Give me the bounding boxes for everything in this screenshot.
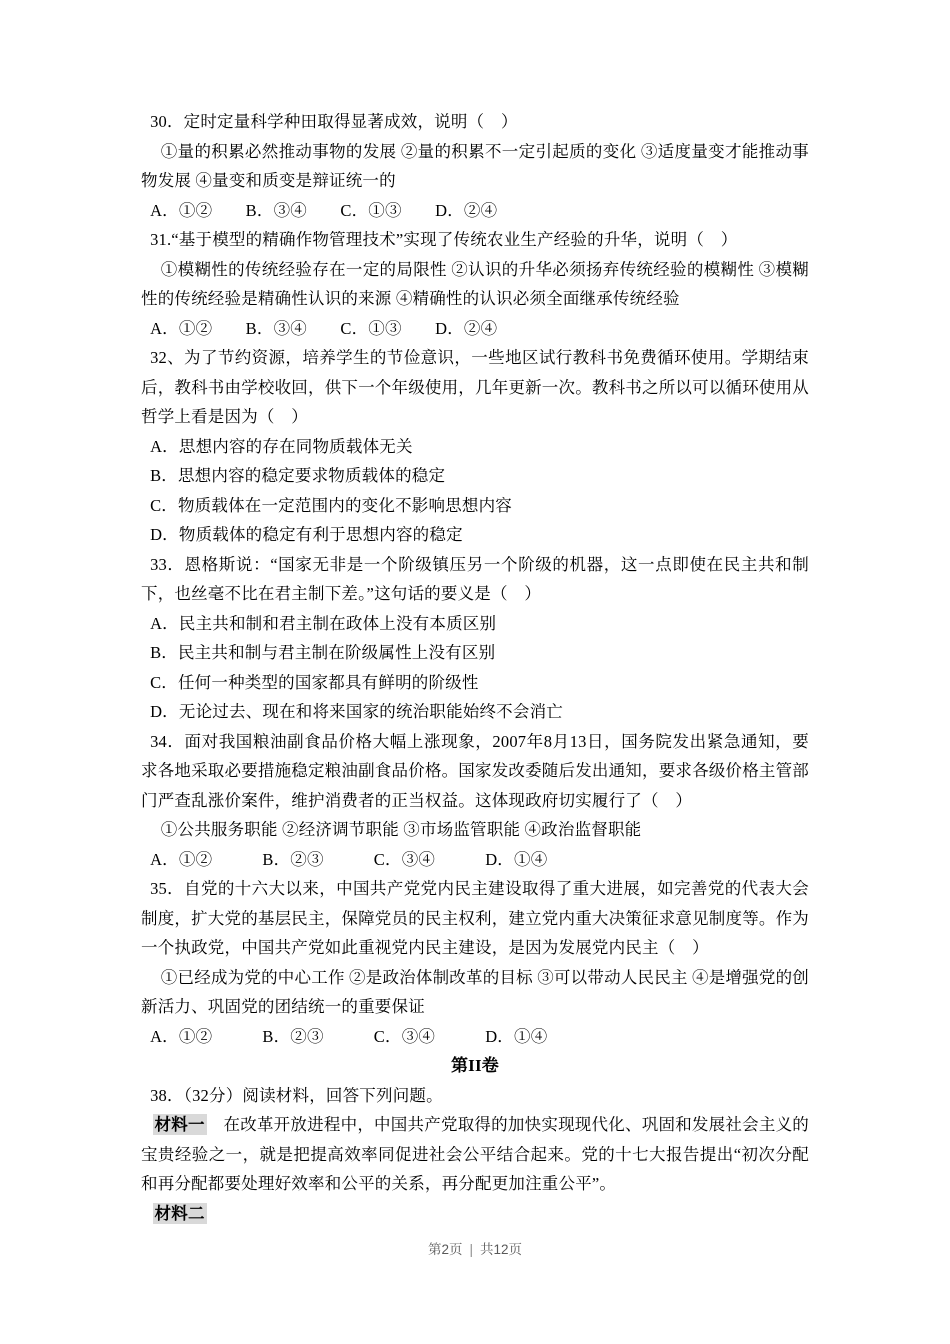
question-32-option-b: B．思想内容的稳定要求物质载体的稳定 <box>150 466 446 485</box>
exam-body <box>141 107 809 1228</box>
question-35-stem: 35．自党的十六大以来，中国共产党党内民主建设取得了重大进展，如完善党的代表大会制度，扩大党的基层民主，保障党员的民主权利，建立党内重大决策征求意见制度等。作为一个执政党，中国共产党如此重视党内民主建设，是因为发展党内民主（ ） <box>141 879 809 957</box>
question-32-option-a: A．思想内容的存在同物质载体无关 <box>150 436 413 456</box>
question-34-items: ①公共服务职能 ②经济调节职能 ③市场监管职能 ④政治监督职能 <box>160 820 642 839</box>
question-31-items: ①模糊性的传统经验存在一定的局限性 ②认识的升华必须扬弃传统经验的模糊性 ③模糊性的传统经验是精确性认识的来源 ④精确性的认识必须全面继承传统经验 <box>141 259 809 308</box>
question-33-option-d: D．无论过去、现在和将来国家的统治职能始终不会消亡 <box>150 702 563 721</box>
question-32-option-c: C．物质载体在一定范围内的变化不影响思想内容 <box>150 495 512 515</box>
footer-current-page: 第2页 <box>427 1242 463 1257</box>
section-2-title: 第II卷 <box>450 1056 500 1075</box>
footer-separator: | <box>469 1242 473 1257</box>
question-30-items: ①量的积累必然推动事物的发展 ②量的积累不一定引起质的变化 ③适度量变才能推动事物发展 ④量变和质变是辩证统一的 <box>141 141 809 190</box>
question-31-options: A．①② B．③④ C．①③ D．②④ <box>150 318 498 338</box>
question-33-option-b: B．民主共和制与君主制在阶级属性上没有区别 <box>150 643 496 662</box>
question-35-options: A．①② B．②③ C．③④ D．①④ <box>150 1026 548 1046</box>
question-31-stem: 31.“基于模型的精确作物管理技术”实现了传统农业生产经验的升华，说明（ ） <box>150 230 738 249</box>
material-1-text: 在改革开放进程中，中国共产党取得的加快实现现代化、巩固和发展社会主义的宝贵经验之一，就是把提高效率同促进社会公平结合起来。党的十七大报告提出“初次分配和再分配都要处理好效率和公平的关系，再分配更加注重公平”。 <box>141 1115 810 1193</box>
question-30-options: A．①② B．③④ C．①③ D．②④ <box>150 200 498 220</box>
question-30-stem: 30．定时定量科学种田取得显著成效，说明（ ） <box>150 112 518 131</box>
question-38-material-1 <box>141 1110 809 1199</box>
question-38-material-2 <box>141 1199 809 1229</box>
material-2-label: 材料二 <box>154 1203 205 1223</box>
question-38-stem: 38．（32分）阅读材料，回答下列问题。 <box>150 1085 443 1105</box>
question-35-items: ①已经成为党的中心工作 ②是政治体制改革的目标 ③可以带动人民民主 ④是增强党的创新活力、巩固党的团结统一的重要保证 <box>141 967 809 1016</box>
question-34-stem: 34．面对我国粮油副食品价格大幅上涨现象，2007年8月13日，国务院发出紧急通知，要求各地采取必要措施稳定粮油副食品价格。国家发改委随后发出通知，要求各级价格主管部门严查乱涨价案件，维护消费者的正当权益。这体现政府切实履行了（ ） <box>141 731 809 810</box>
question-33-option-a: A．民主共和制和君主制在政体上没有本质区别 <box>150 613 497 633</box>
question-33-option-c: C．任何一种类型的国家都具有鲜明的阶级性 <box>150 672 479 692</box>
question-32-option-d: D．物质载体的稳定有利于思想内容的稳定 <box>150 525 463 544</box>
question-32-stem: 32、为了节约资源，培养学生的节俭意识，一些地区试行教科书免费循环使用。学期结束后，教科书由学校收回，供下一个年级使用，几年更新一次。教科书之所以可以循环使用从哲学上看是因为（ ） <box>141 348 809 426</box>
question-33-stem: 33．恩格斯说：“国家无非是一个阶级镇压另一个阶级的机器，这一点即使在民主共和制下，也丝毫不比在君主制下差。”这句话的要义是（ ） <box>141 554 809 603</box>
question-34-options: A．①② B．②③ C．③④ D．①④ <box>150 849 548 869</box>
material-1-label: 材料一 <box>154 1115 205 1134</box>
footer-total-pages: 共12页 <box>480 1242 523 1257</box>
page-footer <box>0 1238 950 1258</box>
